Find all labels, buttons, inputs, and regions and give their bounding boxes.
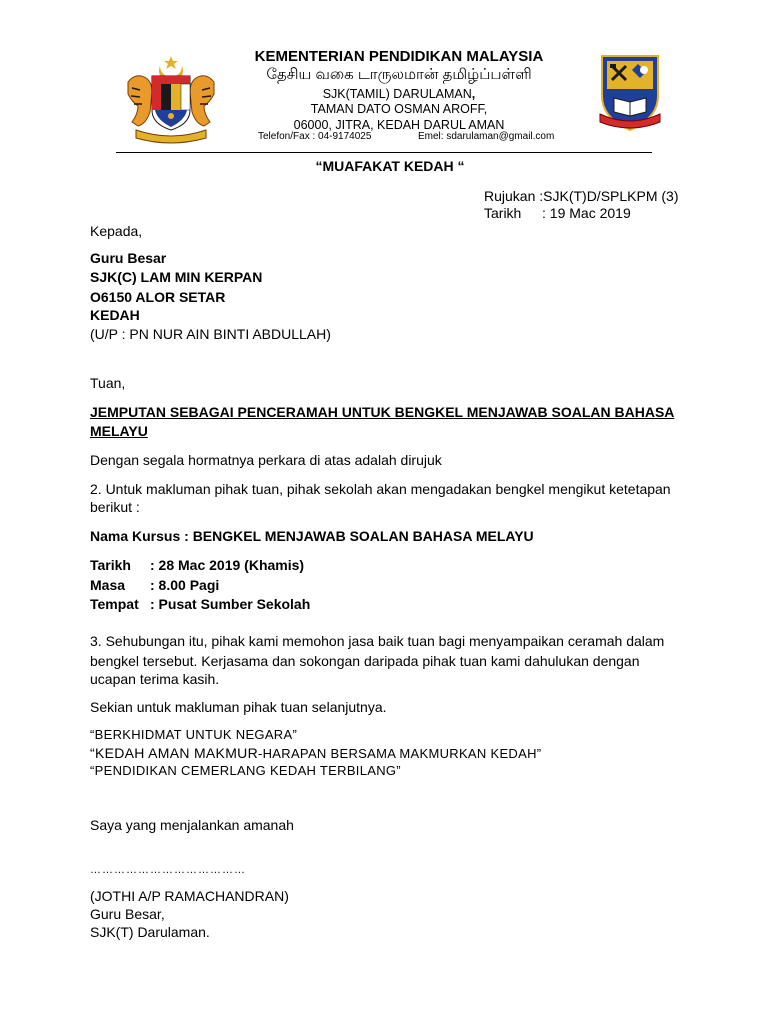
detail-label-time: Masa [90,577,126,593]
recipient-line: KEDAH [90,307,140,323]
slogan-line-1: “BERKHIDMAT UNTUK NEGARA” [90,727,298,742]
slogan-emphasis: KEDAH AMAN MAKMUR [94,745,258,761]
recipient-line: SJK(C) LAM MIN KERPAN [90,269,263,285]
recipient-intro: Kepada, [90,223,143,239]
detail-value-venue: : Pusat Sumber Sekolah [150,596,311,612]
closing-line: Sekian untuk makluman pihak tuan selanjutnya. [90,699,387,715]
motto: “MUAFAKAT KEDAH “ [315,158,465,174]
school-crest-logo [598,52,662,132]
school-address-line1: TAMAN DATO OSMAN AROFF, [310,102,488,116]
slogan-rest: -HARAPAN BERSAMA MAKMURKAN KEDAH” [257,746,542,761]
paragraph-1: Dengan segala hormatnya perkara di atas adalah dirujuk [90,452,442,468]
school-name-text: SJK(TAMIL) DARULAMAN [322,87,472,101]
detail-value-date: : 28 Mac 2019 (Khamis) [150,557,305,573]
school-name [214,87,584,101]
reference-number: Rujukan :SJK(T)D/SPLKPM (3) [484,188,679,204]
school-telephone: Telefon/Fax : 04-9174025 [258,131,372,142]
subject-line: MELAYU [90,423,148,439]
letter-date-label: Tarikh [484,205,522,221]
salutation: Tuan, [90,375,126,391]
recipient-line: Guru Besar [90,250,167,266]
subject-line: JEMPUTAN SEBAGAI PENCERAMAH UNTUK BENGKEL MENJAWAB SOALAN BAHASA [90,404,675,420]
paragraph-3-line: bengkel tersebut. Kerjasama dan sokongan daripada pihak tuan kami dahulukan dengan [90,653,640,669]
slogan-quote: “ [90,745,95,761]
header-divider [116,152,652,153]
school-name-tamil: தேசிய வகை டாருலமான் தமிழ்ப்பள்ளி [266,66,532,83]
slogan-line-3: “PENDIDIKAN CEMERLANG KEDAH TERBILANG” [90,763,401,778]
signatory-title: Guru Besar, [90,906,165,922]
school-email: Emel: sdarulaman@gmail.com [418,131,555,142]
signoff-text: Saya yang menjalankan amanah [90,817,294,833]
course-name: Nama Kursus : BENGKEL MENJAWAB SOALAN BAHASA MELAYU [90,528,534,544]
signatory-school: SJK(T) Darulaman. [90,924,210,940]
malaysia-coat-of-arms-logo [122,52,220,144]
detail-label-venue: Tempat [90,596,139,612]
signature-line: ………………………………… [90,864,246,876]
paragraph-2-line: berikut : [90,499,140,515]
paragraph-3-line: ucapan terima kasih. [90,671,220,687]
school-address-line2: 06000, JITRA, KEDAH DARUL AMAN [293,118,505,132]
slogan-line-2 [90,745,541,761]
ministry-heading: KEMENTERIAN PENDIDIKAN MALAYSIA [254,48,544,65]
recipient-attention: (U/P : PN NUR AIN BINTI ABDULLAH) [90,326,331,342]
detail-value-time: : 8.00 Pagi [150,577,220,593]
recipient-line: O6150 ALOR SETAR [90,289,226,305]
detail-label-date: Tarikh [90,557,131,573]
paragraph-3-line: 3. Sehubungan itu, pihak kami memohon jasa baik tuan bagi menyampaikan ceramah dalam [90,633,665,649]
school-name-comma: , [471,87,476,101]
letter-date-value: : 19 Mac 2019 [542,205,631,221]
signatory-name: (JOTHI A/P RAMACHANDRAN) [90,888,289,904]
paragraph-2-line: 2. Untuk makluman pihak tuan, pihak sekolah akan mengadakan bengkel mengikut ketetapan [90,481,671,497]
